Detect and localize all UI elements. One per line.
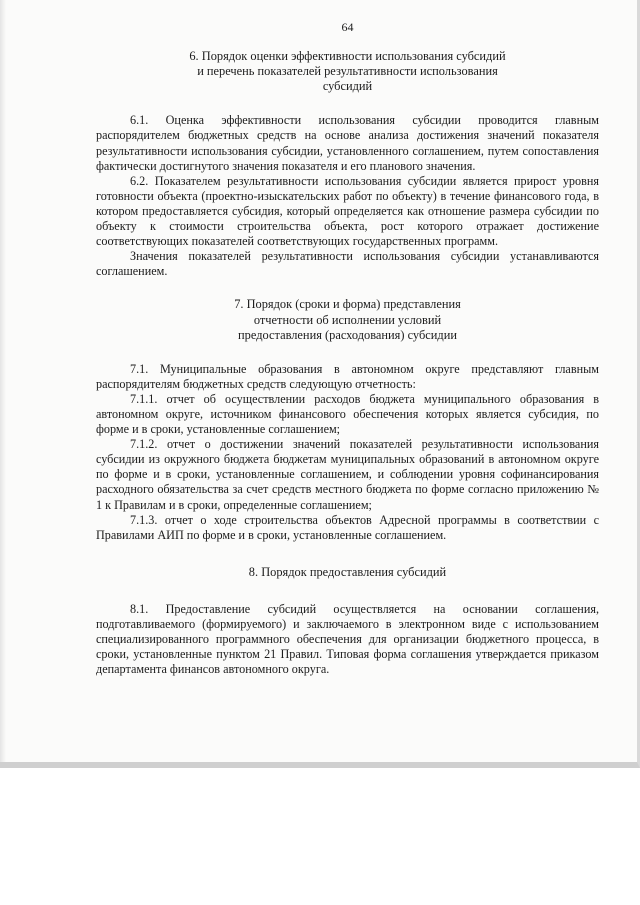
heading-line: 7. Порядок (сроки и форма) представления	[234, 297, 461, 312]
paragraph-7-1-2: 7.1.2. отчет о достижении значений показателей результативности использования субсидии из окружного бюджета бюджетам муниципальных образований в автономном округе по форме и в сроки, установленные соглашением, и соблюдении уровня софинансирования расходного обязательства за счет средств местного бюджета по форме согласно приложению № 1 к Правилам и в сроки, определенные соглашением;	[96, 437, 599, 512]
paragraph-7-1: 7.1. Муниципальные образования в автономном округе представляют главным распорядителям бюджетных средств следующую отчетность:	[96, 361, 599, 391]
heading-line: 6. Порядок оценки эффективности использования субсидий	[189, 49, 506, 64]
paragraph-6-values: Значения показателей результативности использования субсидии устанавливаются соглашением.	[96, 249, 599, 279]
paragraph-6-2: 6.2. Показателем результативности использования субсидии является прирост уровня готовности объекта (проектно-изыскательских работ по объекту) в течение финансового года, в котором предоставляется субсидия, который определяется как отношение размера субсидии по объекту к стоимости строительства объекта, рост которого отражает достижение соответствующих показателей соответствующих государственных программ.	[96, 173, 599, 249]
paragraph-7-1-1: 7.1.1. отчет об осуществлении расходов бюджета муниципального образования в автономном округе, источником финансового обеспечения которых является субсидия, по форме и в сроки, установленные соглашением;	[96, 391, 599, 437]
paragraph-6-1: 6.1. Оценка эффективности использования субсидии проводится главным распорядителем бюджетных средств на основе анализа достижения значений показателя результативности использования субсидии, установленного соглашением, путем сопоставления фактически достигнутого значения показателя и его планового значения.	[96, 113, 599, 173]
heading-line: предоставления (расходования) субсидии	[238, 327, 457, 342]
paragraph-8-1: 8.1. Предоставление субсидий осуществляется на основании соглашения, подготавливаемого (формируемого) и заключаемого в электронном виде с использованием специализированного программного обеспечения для организации бюджетного процесса, в сроки, установленные пунктом 21 Правил. Типовая форма соглашения утверждается приказом департамента финансов автономного округа.	[96, 601, 599, 677]
heading-line: 8. Порядок предоставления субсидий	[248, 564, 447, 579]
paragraph-7-1-3: 7.1.3. отчет о ходе строительства объектов Адресной программы в соответствии с Правилами АИП по форме и в сроки, установленные соглашением.	[96, 512, 599, 542]
heading-line: отчетности об исполнении условий	[253, 312, 442, 327]
heading-line: субсидий	[322, 79, 373, 94]
section-6-heading	[96, 49, 599, 94]
page-number: 64	[341, 20, 354, 34]
heading-line: и перечень показателей результативности использования	[197, 64, 498, 79]
page-content	[96, 20, 599, 677]
section-7-heading	[96, 297, 599, 342]
section-8-heading	[96, 565, 599, 580]
